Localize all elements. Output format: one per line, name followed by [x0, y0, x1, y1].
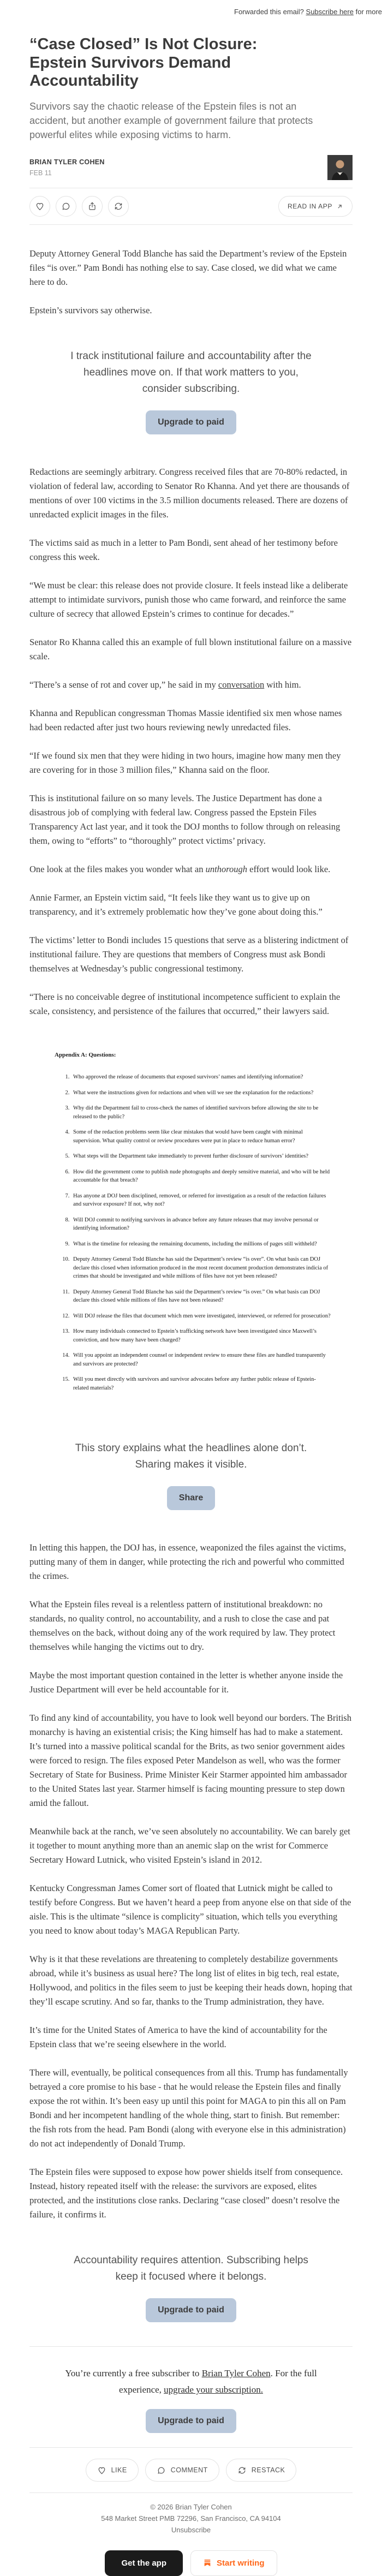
paragraph: The Epstein files were supposed to expose how power shields itself from consequence. Instead, history repeated itself with the release: the survivors are exposed, elites protected, and the institutions close ranks. Declaring “case closed” doesn’t resolve the failure, it confirms it. — [29, 2167, 343, 2220]
appendix-question: 9. What is the timeline for releasing the remaining documents, including the millions of pages still withheld? — [71, 1240, 331, 1249]
share-button[interactable] — [82, 196, 103, 217]
unsubscribe-link[interactable]: Unsubscribe — [171, 2525, 211, 2534]
author-profile-link[interactable]: Brian Tyler Cohen — [201, 2368, 271, 2379]
substack-logo-icon — [203, 2559, 212, 2567]
article-body — [29, 247, 353, 2322]
paragraph: To find any kind of accountability, you have to look well beyond our borders. The British monarchy is having an existential crisis; the King himself has had to make a statement. It’s turned into a massive political scandal for the Brits, as two senior government aides were forced to resign. The files exposed Peter Mandelson as well, who was the former Secretary of State for Business. Prime Minister Keir Starmer appointed him ambassador to the United States last year. Starmer himself is facing mounting pressure to step down amid the fallout. — [29, 1713, 351, 1809]
divider — [29, 2346, 353, 2347]
paragraph: What the Epstein files reveal is a relentless pattern of institutional breakdown: no standards, no quality control, no accountability, and a rush to close the case and pat themselves on the back, without doing any of the work required by law. They protect themselves while hanging the victims out to dry. — [29, 1599, 336, 1653]
share-cta — [29, 1440, 353, 1510]
paragraph: Maybe the most important question contained in the letter is whether anyone inside the Justice Department will ever be held accountable for it. — [29, 1670, 343, 1695]
restack-pill-button[interactable]: RESTACK — [226, 2459, 297, 2482]
paragraph: It’s time for the United States of America to have the kind of accountability for the Epstein class that we’re seeing elsewhere in the world. — [29, 2025, 327, 2050]
restack-button[interactable] — [108, 196, 129, 217]
byline — [29, 155, 353, 180]
paragraph: The victims said as much in a letter to Pam Bondi, sent ahead of her testimony before congress this week. — [29, 538, 338, 563]
paragraph: Why is it that these revelations are threatening to completely destabilize governments abroad, while it’s business as usual here? The long list of elites in big tech, real estate, Hollywood, and politics in the files seem to just be keeping their heads down, hoping that they’ll escape scrutiny. And so far, thanks to the Trump administration, they have. — [29, 1954, 353, 2007]
appendix-question-list — [55, 1073, 331, 1392]
action-row — [29, 196, 353, 217]
appendix-question: 1. Who approved the release of documents that exposed survivors’ names and identifying information? — [71, 1073, 331, 1082]
appendix-question: 4. Some of the redaction problems seem like clear mistakes that would have been caught with minimal supervision. What quality control or review procedures were put in place to reduce human error? — [71, 1128, 331, 1145]
author-avatar[interactable] — [327, 155, 353, 180]
paragraph: “If we found six men that they were hiding in two hours, imagine how many men they are covering for in those 3 million files,” Khanna said on the floor. — [29, 750, 341, 776]
appendix-question: 3. Why did the Department fail to cross-check the names of identified survivors before allowing the site to be released to the public? — [71, 1104, 331, 1121]
paragraph: Meanwhile back at the ranch, we’ve seen absolutely no accountability. We can barely get it together to mount anything more than an anemic slap on the wrist for Commerce Secretary Howard Lutnick, who visited Epstein’s island in 2012. — [29, 1826, 350, 1865]
get-the-app-button[interactable]: Get the app — [105, 2550, 183, 2576]
appendix-question: 2. What were the instructions given for redactions and when will we see the explanation for the redactions? — [71, 1089, 331, 1098]
appendix-question: 5. What steps will the Department take immediately to prevent further disclosure of survivors’ identities? — [71, 1152, 331, 1161]
forward-note-suffix: for more — [353, 8, 382, 16]
upgrade-subscription-link[interactable]: upgrade your subscription. — [164, 2384, 263, 2395]
appendix-question: 7. Has anyone at DOJ been disciplined, removed, or referred for investigation as a result of the redaction failures and survivor exposure? If not, why not? — [71, 1192, 331, 1209]
paragraph: The victims’ letter to Bondi includes 15 questions that serve as a blistering indictment of institutional failure. They are questions that members of Congress must ask Bondi themselves at Wednesday’s public congressional testimony. — [29, 935, 349, 974]
final-subscribe-cta — [29, 2252, 353, 2322]
restack-icon — [114, 201, 123, 211]
final-cta-text: Accountability requires attention. Subscribing helps keep it focused where it belongs. — [74, 2255, 308, 2283]
divider — [29, 224, 353, 225]
divider — [29, 2492, 353, 2493]
paragraph: Khanna and Republican congressman Thomas Massie identified six men whose names had been redacted after just two hours reviewing newly unredacted files. — [29, 708, 342, 733]
paragraph: This is institutional failure on so many levels. The Justice Department has done a disastrous job of complying with federal law. Congress passed the Epstein Files Transparency Act last year, and it took the DOJ months to follow through on releasing them, owing to “efforts” to “thoroughly” protect victims’ privacy. — [29, 793, 341, 846]
comment-icon — [61, 201, 71, 211]
appendix-question: 14. Will you appoint an independent counsel or independent review to ensure these files are handled transparently and survivors are protected? — [71, 1351, 331, 1368]
paragraph: Annie Farmer, an Epstein victim said, “It feels like they want us to give up on transparency, and it’s extremely problematic how they’ve gone about doing this.” — [29, 892, 323, 917]
post-title: “Case Closed” Is Not Closure: Epstein Survivors Demand Accountability — [29, 35, 258, 90]
heart-icon — [97, 2466, 106, 2475]
comment-icon — [157, 2466, 166, 2475]
upgrade-to-paid-button[interactable]: Upgrade to paid — [146, 410, 236, 434]
heart-icon — [35, 201, 45, 211]
share-icon — [87, 201, 97, 211]
appendix-question: 8. Will DOJ commit to notifying survivors in advance before any future releases that may involve personal or identifying information? — [71, 1216, 331, 1233]
app-promo — [29, 2550, 353, 2576]
paragraph: “There is no conceivable degree of institutional incompetence sufficient to explain the scale, consistency, and persistence of the failures that occurred,” their lawyers said. — [29, 992, 341, 1017]
share-cta-button[interactable]: Share — [167, 1486, 215, 1510]
paragraph-with-emphasis: One look at the files makes you wonder what an unthorough effort would look like. — [29, 864, 331, 875]
subscribe-cta — [29, 348, 353, 434]
copyright-line: © 2026 Brian Tyler Cohen — [150, 2503, 232, 2512]
upgrade-to-paid-button[interactable]: Upgrade to paid — [146, 2409, 236, 2433]
forward-note-prefix: Forwarded this email? — [234, 8, 304, 16]
start-writing-button[interactable]: Start writing — [190, 2550, 277, 2576]
paragraph: Kentucky Congressman James Comer sort of floated that Lutnick might be called to testify before Congress. But we haven’t heard a peep from anyone else on that side of the aisle. This is the ultimate “silence is complicity” situation, which tells you everything you need to know about today’s MAGA Republican Party. — [29, 1883, 351, 1936]
restack-icon — [237, 2466, 247, 2475]
paragraph: There will, eventually, be political consequences from all this. Trump has fundamentally betrayed a core promise to his base - that he would release the Epstein files and finally expose the rot within. It’s been easy up until this point for MAGA to pin this all on Pam Bondi and her incompetent handling of the whole thing, start to finish. But remember: the fish rots from the head. Pam Bondi (along with everyone else in this administration) do not act independently of Donald Trump. — [29, 2067, 348, 2149]
paragraph: In letting this happen, the DOJ has, in essence, weaponized the files against the victims, putting many of them in danger, while protecting the rich and powerful who committed the crimes. — [29, 1542, 347, 1582]
upgrade-to-paid-button[interactable]: Upgrade to paid — [146, 2298, 236, 2322]
footer-legal — [29, 2502, 353, 2536]
paragraph: Epstein’s survivors say otherwise. — [29, 305, 152, 316]
forward-note — [0, 0, 382, 16]
paragraph: “We must be clear: this release does not provide closure. It feels instead like a deliberate attempt to intimidate survivors, punish those who came forward, and reinforce the same culture of secrecy that allowed Epstein’s crimes to continue for decades.” — [29, 580, 348, 619]
post-subtitle: Survivors say the chaotic release of the Epstein files is not an accident, but another example of government failure that protects powerful elites while exposing victims to harm. — [29, 100, 313, 141]
appendix-heading: Appendix A: Questions: — [55, 1052, 116, 1059]
appendix-question: 10. Deputy Attorney General Todd Blanche has said the Department’s review “is over”. On what basis can DOJ declare this closed when information produced in the most recent document production demonstrates indicia of crimes that should be investigated and while millions of files have not yet been released? — [71, 1255, 331, 1281]
appendix-question: 6. How did the government come to publish nude photographs and deeply sensitive material, and who will be held accountable for that breach? — [71, 1168, 331, 1185]
comment-pill-button[interactable]: COMMENT — [145, 2459, 219, 2482]
subscribe-cta-text: I track institutional failure and accountability after the headlines move on. If that work matters to you, consider subscribing. — [70, 350, 312, 395]
post-date: FEB 11 — [29, 169, 52, 177]
like-button[interactable] — [29, 196, 50, 217]
paragraph: Deputy Attorney General Todd Blanche has said the Department’s review of the Epstein files “is over.” Pam Bondi has nothing else to say. Case closed, we did what we came here to do. — [29, 248, 347, 288]
paragraph-with-link: “There’s a sense of rot and cover up,” he said in my conversation with him. — [29, 679, 301, 690]
appendix-question: 12. Will DOJ release the files that document which men were investigated, interviewed, or referred for prosecution? — [71, 1312, 331, 1321]
appendix-question: 11. Deputy Attorney General Todd Blanche has said the Department’s review “is over.” On what basis can DOJ declare this closed while millions of files have not been released? — [71, 1288, 331, 1305]
divider — [29, 2447, 353, 2448]
appendix-letter-image — [55, 1048, 331, 1392]
address-line: 548 Market Street PMB 72296, San Francisco, CA 94104 — [101, 2514, 281, 2523]
appendix-question: 13. How many individuals connected to Epstein’s trafficking network have been investigated since Maxwell’s conviction, and how many have been charged? — [71, 1327, 331, 1344]
paragraph: Redactions are seemingly arbitrary. Congress received files that are 70-80% redacted, in violation of federal law, according to Senator Ro Khanna. And yet there are thousands of mentions of over 100 victims in the 3.5 million documents released. There are dozens of unredacted explicit images in the files. — [29, 467, 350, 520]
comment-button[interactable] — [56, 196, 76, 217]
like-pill-button[interactable]: LIKE — [86, 2459, 139, 2482]
conversation-link[interactable]: conversation — [218, 679, 265, 690]
paragraph: Senator Ro Khanna called this an example of full blown institutional failure on a massive scale. — [29, 637, 352, 662]
appendix-question: 15. Will you meet directly with survivors and survivor advocates before any further public release of Epstein-related materials? — [71, 1375, 331, 1392]
share-cta-text: This story explains what the headlines alone don’t. Sharing makes it visible. — [75, 1442, 307, 1471]
subscription-note: You’re currently a free subscriber to Brian Tyler Cohen. For the full experience, upgrade your subscription. — [65, 2368, 317, 2395]
engagement-bar — [29, 2459, 353, 2482]
arrow-up-right-icon — [336, 203, 343, 210]
read-in-app-button[interactable]: READ IN APP — [278, 196, 353, 217]
subscribe-here-link[interactable]: Subscribe here — [306, 8, 354, 16]
author-name[interactable]: BRIAN TYLER COHEN — [29, 158, 105, 166]
